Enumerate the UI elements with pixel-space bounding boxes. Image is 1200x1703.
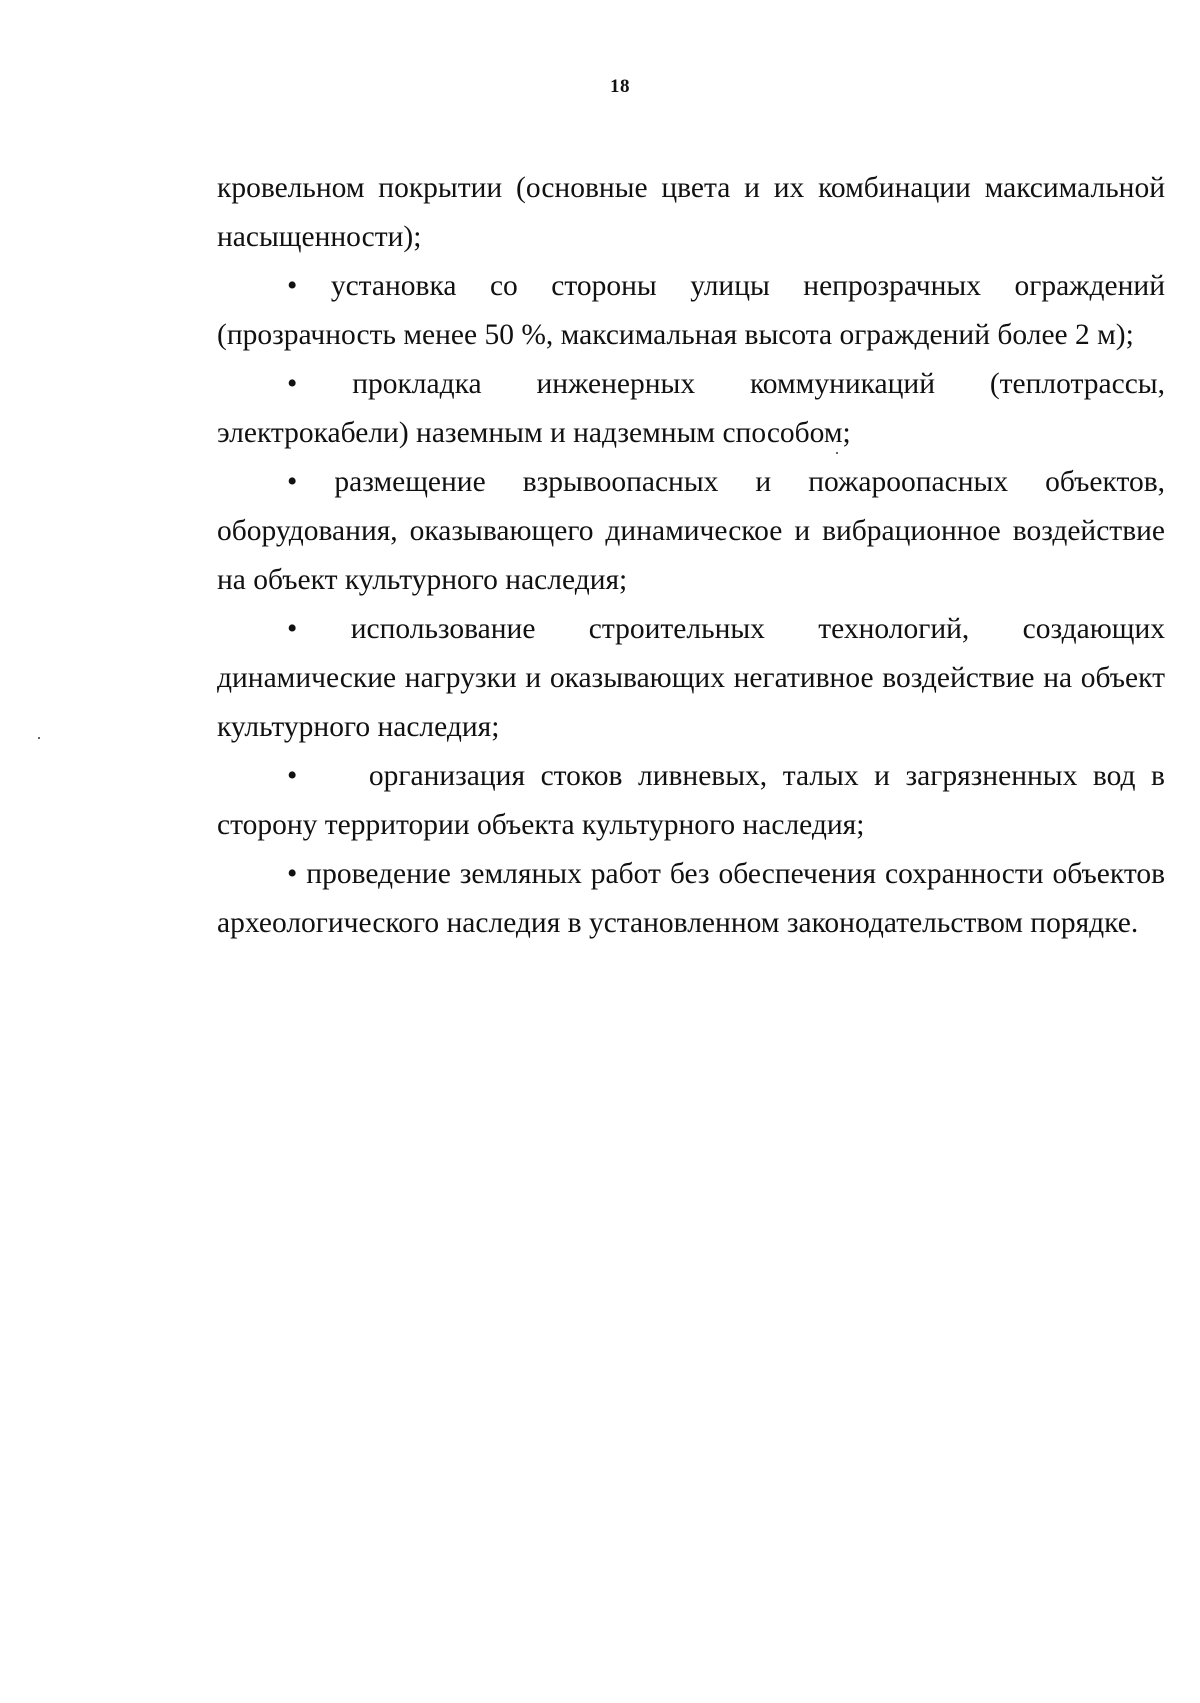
bullet-icon: •: [287, 613, 298, 645]
list-item: [217, 605, 1165, 752]
list-item-text: размещение взрывоопасных и пожароопасных объектов, оборудования, оказывающего динамическое и вибрационное воздействие на объект культурного наследия;: [217, 466, 1165, 596]
scan-speck: [38, 737, 40, 739]
scan-speck: [836, 452, 838, 454]
list-item-text: проведение земляных работ без обеспечения сохранности объектов археологического наследия в установленном законодательством порядке.: [217, 858, 1165, 939]
list-item-text: использование строительных технологий, создающих динамические нагрузки и оказывающих негативное воздействие на объект культурного наследия;: [217, 613, 1165, 743]
list-item: [217, 752, 1165, 850]
bullet-icon: •: [287, 466, 298, 498]
bullet-icon: •: [287, 858, 298, 890]
list-item: [217, 458, 1165, 605]
list-item-text: прокладка инженерных коммуникаций (теплотрассы, электрокабели) наземным и надземным способом;: [217, 368, 1165, 449]
bullet-icon: •: [287, 760, 298, 792]
page-number: 18: [610, 76, 630, 97]
document-body: [217, 164, 1165, 948]
bullet-icon: •: [287, 270, 298, 302]
list-item-text: установка со стороны улицы непрозрачных ограждений (прозрачность менее 50 %, максимальная высота ограждений более 2 м);: [217, 270, 1166, 351]
list-item-text: организация стоков ливневых, талых и загрязненных вод в сторону территории объекта культурного наследия;: [217, 760, 1165, 841]
list-item: [217, 360, 1165, 458]
list-item: [217, 850, 1165, 948]
bullet-icon: •: [287, 368, 298, 400]
continuation-paragraph: кровельном покрытии (основные цвета и их комбинации максимальной насыщенности);: [217, 172, 1165, 253]
list-item: [217, 262, 1165, 360]
